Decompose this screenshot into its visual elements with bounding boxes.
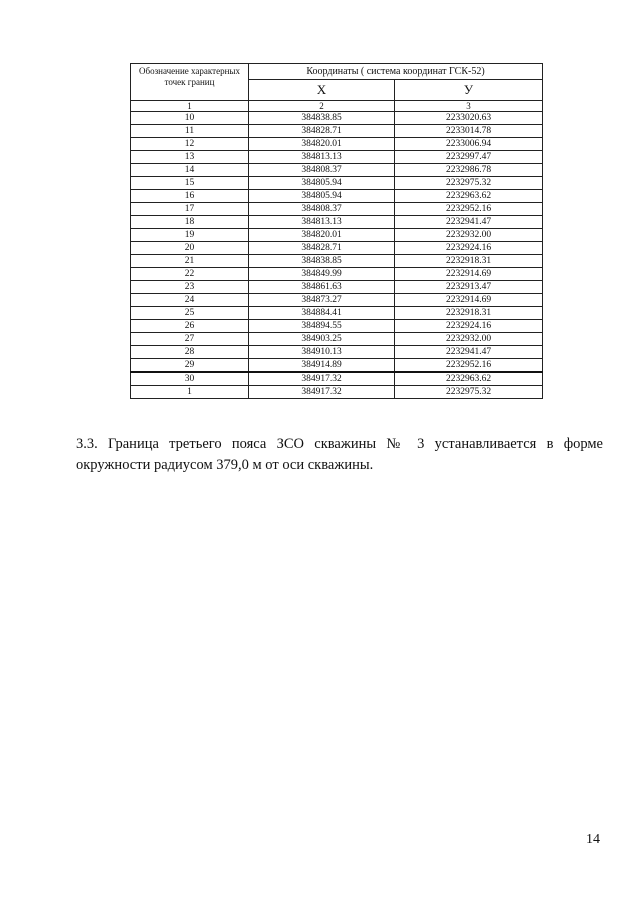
y-coordinate-cell: 2232952.16 [395, 203, 543, 216]
x-coordinate-cell: 384805.94 [249, 177, 395, 190]
point-id-cell: 12 [131, 138, 249, 151]
table-row [131, 112, 543, 125]
table-row [131, 138, 543, 151]
x-coordinate-cell: 384808.37 [249, 164, 395, 177]
header-x: X [249, 80, 395, 101]
y-coordinate-cell: 2232913.47 [395, 281, 543, 294]
column-index: 1 [131, 101, 249, 112]
point-id-cell: 1 [131, 386, 249, 399]
point-id-cell: 19 [131, 229, 249, 242]
table-row [131, 320, 543, 333]
point-id-cell: 28 [131, 346, 249, 359]
header-point-designation: Обозначение характерных точек границ [131, 64, 249, 101]
table-row [131, 151, 543, 164]
coordinates-table [130, 63, 543, 399]
point-id-cell: 13 [131, 151, 249, 164]
x-coordinate-cell: 384861.63 [249, 281, 395, 294]
table-row [131, 229, 543, 242]
point-id-cell: 21 [131, 255, 249, 268]
y-coordinate-cell: 2232963.62 [395, 190, 543, 203]
table-row [131, 281, 543, 294]
point-id-cell: 25 [131, 307, 249, 320]
x-coordinate-cell: 384813.13 [249, 151, 395, 164]
point-id-cell: 18 [131, 216, 249, 229]
table-row [131, 346, 543, 359]
x-coordinate-cell: 384838.85 [249, 255, 395, 268]
y-coordinate-cell: 2232975.32 [395, 386, 543, 399]
y-coordinate-cell: 2232997.47 [395, 151, 543, 164]
point-id-cell: 20 [131, 242, 249, 255]
point-id-cell: 27 [131, 333, 249, 346]
point-id-cell: 11 [131, 125, 249, 138]
x-coordinate-cell: 384828.71 [249, 125, 395, 138]
x-coordinate-cell: 384805.94 [249, 190, 395, 203]
table-row [131, 216, 543, 229]
point-id-cell: 14 [131, 164, 249, 177]
x-coordinate-cell: 384917.32 [249, 386, 395, 399]
table-row [131, 255, 543, 268]
table-row [131, 359, 543, 373]
x-coordinate-cell: 384910.13 [249, 346, 395, 359]
table-row [131, 190, 543, 203]
point-id-cell: 22 [131, 268, 249, 281]
y-coordinate-cell: 2232914.69 [395, 294, 543, 307]
point-id-cell: 24 [131, 294, 249, 307]
table-row [131, 242, 543, 255]
x-coordinate-cell: 384914.89 [249, 359, 395, 373]
x-coordinate-cell: 384884.41 [249, 307, 395, 320]
point-id-cell: 16 [131, 190, 249, 203]
y-coordinate-cell: 2232963.62 [395, 372, 543, 386]
section-paragraph: 3.3. Граница третьего пояса ЗСО скважины № 3 устанавливается в форме окружности радиусом 379,0 м от оси скважины. [76, 436, 603, 473]
x-coordinate-cell: 384903.25 [249, 333, 395, 346]
x-coordinate-cell: 384820.01 [249, 138, 395, 151]
x-coordinate-cell: 384838.85 [249, 112, 395, 125]
point-id-cell: 30 [131, 372, 249, 386]
y-coordinate-cell: 2233014.78 [395, 125, 543, 138]
y-coordinate-cell: 2232932.00 [395, 229, 543, 242]
y-coordinate-cell: 2232986.78 [395, 164, 543, 177]
x-coordinate-cell: 384894.55 [249, 320, 395, 333]
x-coordinate-cell: 384873.27 [249, 294, 395, 307]
y-coordinate-cell: 2232924.16 [395, 242, 543, 255]
header-y: У [395, 80, 543, 101]
column-index: 3 [395, 101, 543, 112]
x-coordinate-cell: 384820.01 [249, 229, 395, 242]
table-row [131, 294, 543, 307]
table-row [131, 307, 543, 320]
column-index: 2 [249, 101, 395, 112]
x-coordinate-cell: 384808.37 [249, 203, 395, 216]
y-coordinate-cell: 2232918.31 [395, 255, 543, 268]
point-id-cell: 26 [131, 320, 249, 333]
y-coordinate-cell: 2232941.47 [395, 346, 543, 359]
point-id-cell: 15 [131, 177, 249, 190]
x-coordinate-cell: 384917.32 [249, 372, 395, 386]
y-coordinate-cell: 2232918.31 [395, 307, 543, 320]
table-row [131, 164, 543, 177]
column-index-row [131, 101, 543, 112]
page-number: 14 [586, 832, 600, 847]
y-coordinate-cell: 2232941.47 [395, 216, 543, 229]
table-row [131, 372, 543, 386]
point-id-cell: 10 [131, 112, 249, 125]
y-coordinate-cell: 2232952.16 [395, 359, 543, 373]
table-row [131, 268, 543, 281]
y-coordinate-cell: 2232975.32 [395, 177, 543, 190]
table-row [131, 177, 543, 190]
table-row [131, 333, 543, 346]
point-id-cell: 29 [131, 359, 249, 373]
x-coordinate-cell: 384849.99 [249, 268, 395, 281]
y-coordinate-cell: 2233020.63 [395, 112, 543, 125]
x-coordinate-cell: 384813.13 [249, 216, 395, 229]
y-coordinate-cell: 2232924.16 [395, 320, 543, 333]
point-id-cell: 23 [131, 281, 249, 294]
table-row [131, 125, 543, 138]
x-coordinate-cell: 384828.71 [249, 242, 395, 255]
y-coordinate-cell: 2232914.69 [395, 268, 543, 281]
table-row [131, 386, 543, 399]
point-id-cell: 17 [131, 203, 249, 216]
table-row [131, 203, 543, 216]
y-coordinate-cell: 2232932.00 [395, 333, 543, 346]
y-coordinate-cell: 2233006.94 [395, 138, 543, 151]
header-coordinate-system: Координаты ( система координат ГСК-52) [249, 64, 543, 80]
